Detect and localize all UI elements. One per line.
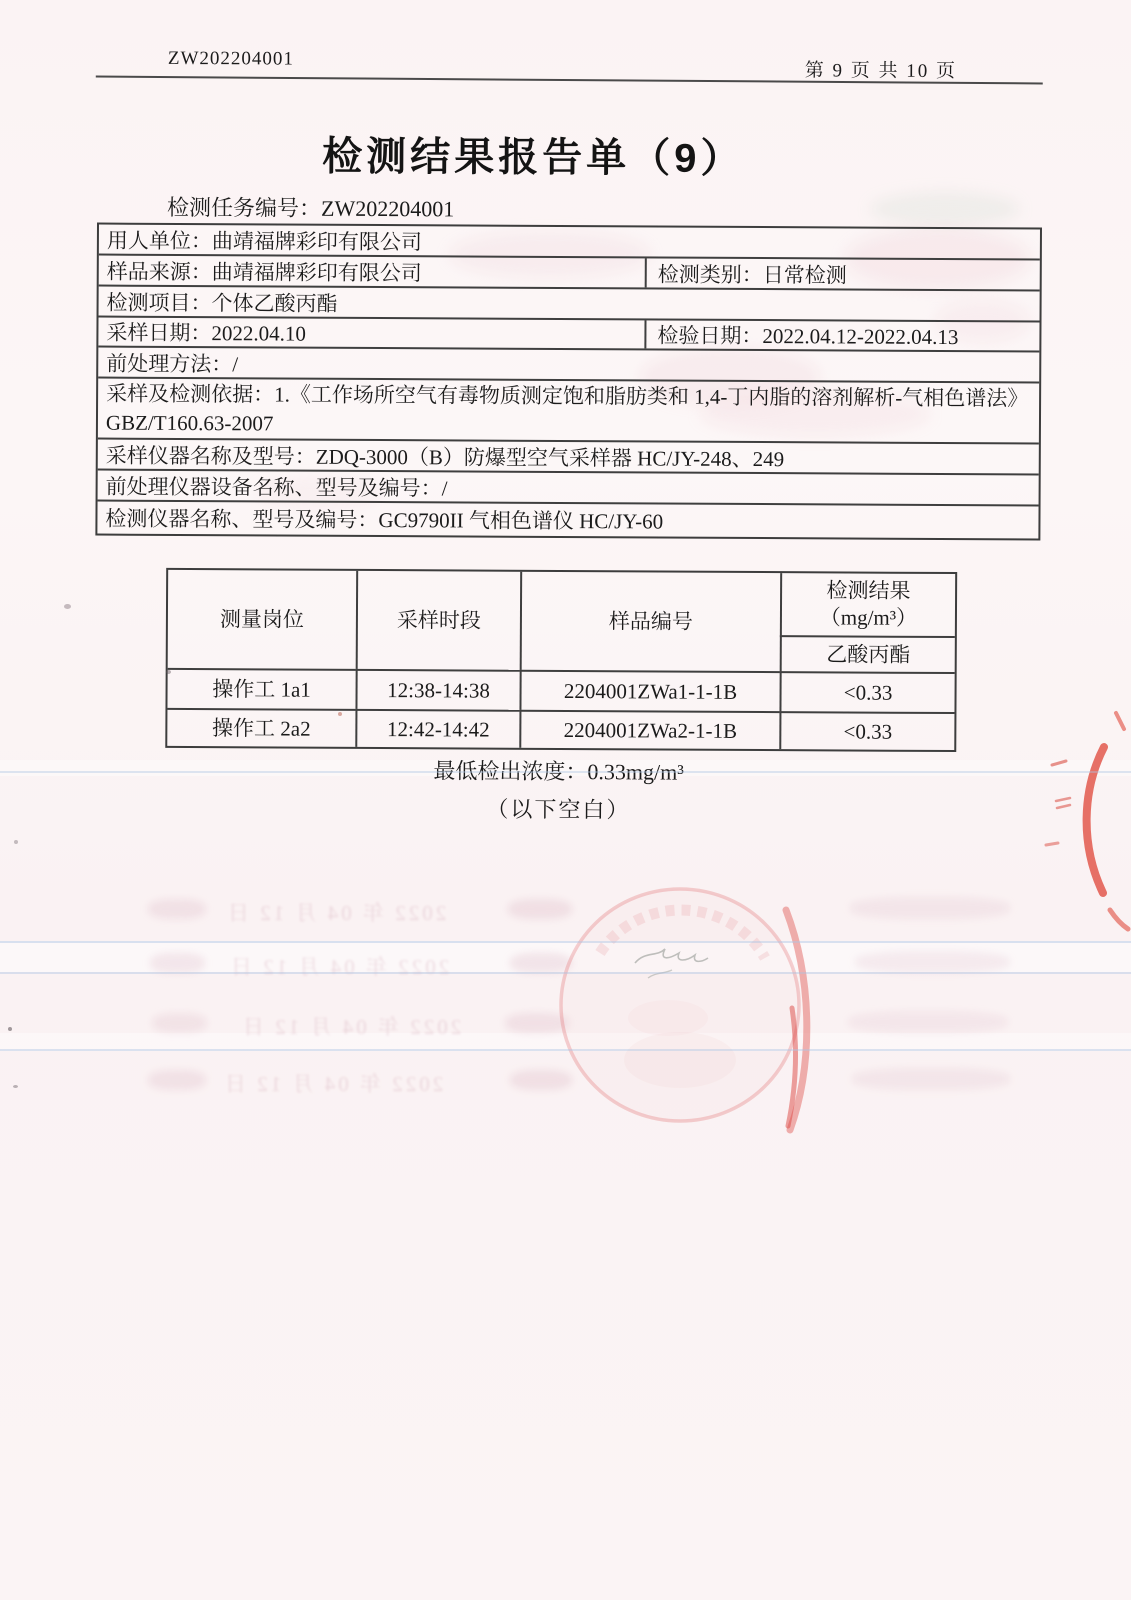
info-row-pretreatment-instrument <box>98 471 1039 507</box>
scan-speck <box>338 712 342 716</box>
red-seal-stamp <box>540 858 870 1168</box>
info-text: 用人单位：曲靖福牌彩印有限公司 <box>106 228 422 254</box>
info-table <box>95 223 1042 541</box>
scan-speck <box>166 670 171 674</box>
info-text-left: 采样日期：2022.04.10 <box>98 318 646 349</box>
table-row-2-time: 12:42-14:42 <box>355 709 519 748</box>
table-row-2-sample-no: 2204001ZWa2-1-1B <box>519 710 779 749</box>
info-text: 采样仪器名称及型号：ZDQ-3000（B）防爆型空气采样器 HC/JY-248、249 <box>105 443 785 471</box>
scan-speck <box>64 604 71 609</box>
edge-stamp-arc <box>1030 695 1131 955</box>
table-row-1-position: 操作工 1a1 <box>167 668 355 709</box>
bleedthrough-text: 2022 年 04 月 12 日 <box>240 1015 462 1039</box>
info-row-sampling-date <box>98 318 1039 353</box>
info-row-test-instrument <box>97 502 1038 539</box>
scanner-line <box>0 941 1131 943</box>
info-text-right: 检测类别：日常检测 <box>657 261 847 287</box>
detection-limit-note: 最低检出浓度：0.33mg/m³ <box>433 758 684 785</box>
info-text-right: 检验日期：2022.04.12-2022.04.13 <box>657 323 959 350</box>
result-header-line2: （mg/m³） <box>819 605 918 630</box>
report-title: 检测结果报告单（9） <box>322 134 745 181</box>
info-text: 采样及检测依据：1.《工作场所空气有毒物质测定饱和脂肪类和 1,4-丁内脂的溶剂解析-气相色谱法》GBZ/T160.63-2007 <box>105 381 1029 436</box>
info-text: 前处理方法：/ <box>106 351 239 376</box>
bleedthrough-text: 2022 年 04 月 12 日 <box>225 901 447 925</box>
col-header-position: 测量岗位 <box>219 606 305 632</box>
scan-speck <box>14 840 18 844</box>
info-row-pretreatment <box>98 348 1039 384</box>
info-row-method-basis <box>98 379 1039 445</box>
bleedthrough-text: 2022 年 04 月 12 日 <box>228 955 450 979</box>
table-row-1-result: <0.33 <box>779 671 954 712</box>
col-header-sample-no: 样品编号 <box>520 572 781 671</box>
info-text-left: 样品来源：曲靖福牌彩印有限公司 <box>99 256 647 288</box>
results-table <box>165 568 957 752</box>
result-header-line1: 检测结果 <box>826 578 911 603</box>
task-number: 检测任务编号：ZW202204001 <box>167 194 455 222</box>
col-header-time: 采样时段 <box>356 571 521 670</box>
bleedthrough-text: 2022 年 04 月 12 日 <box>222 1072 444 1096</box>
scanner-line <box>0 771 1131 773</box>
scanner-line <box>0 972 1131 974</box>
col-header-result <box>780 573 955 636</box>
scan-speck <box>13 1085 18 1088</box>
table-row-1-time: 12:38-14:38 <box>355 669 519 710</box>
scanner-line <box>0 1049 1131 1051</box>
col-header-analyte: 乙酸丙酯 <box>780 635 955 672</box>
doc-number: ZW202204001 <box>167 47 294 70</box>
blank-below-note: （以下空白） <box>486 796 631 823</box>
page-number: 第 9 页 共 10 页 <box>804 60 958 83</box>
table-row-2-position: 操作工 2a2 <box>167 708 355 747</box>
info-text: 前处理仪器设备名称、型号及编号：/ <box>105 474 448 500</box>
scan-speck <box>8 1027 12 1031</box>
table-row-1-sample-no: 2204001ZWa1-1-1B <box>519 670 779 711</box>
info-text: 检测仪器名称、型号及编号：GC9790II 气相色谱仪 HC/JY-60 <box>105 506 664 534</box>
info-text: 检测项目：个体乙酸丙酯 <box>106 290 338 316</box>
table-row-2-result: <0.33 <box>779 711 954 750</box>
